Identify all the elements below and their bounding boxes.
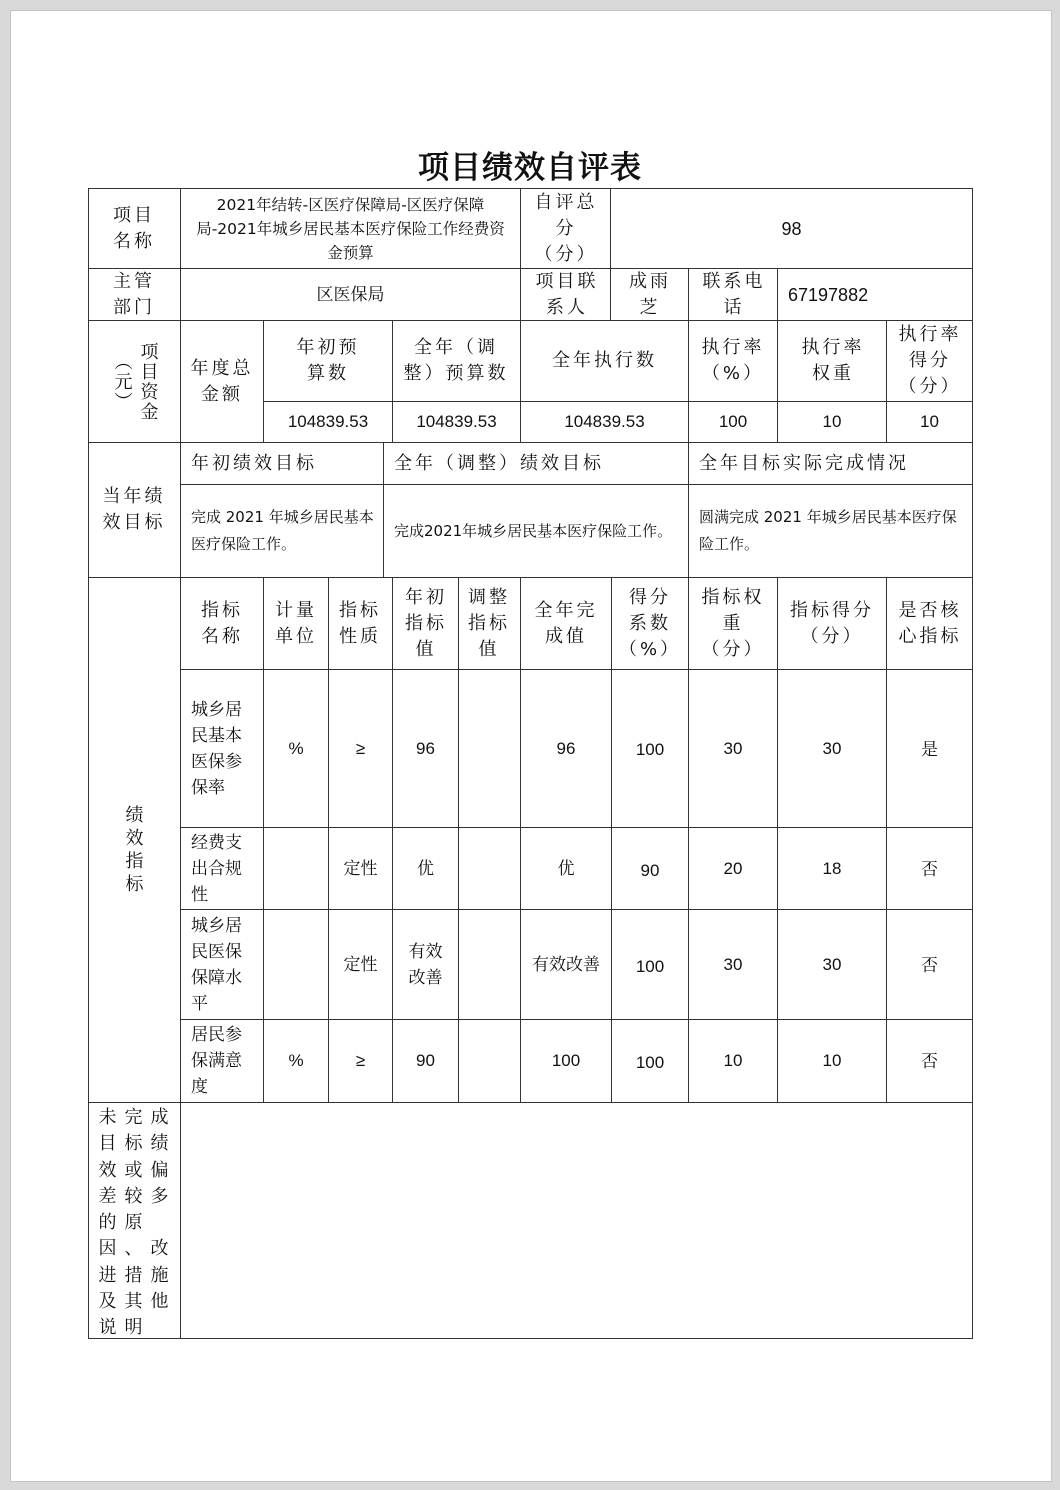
- project-name-value: 2021年结转-区医疗保障局-区医疗保障局-2021年城乡居民基本医疗保险工作经费资金预算: [196, 195, 505, 262]
- indicators-label-cell: [89, 578, 180, 1102]
- adjusted-budget-value: 104839.53: [416, 412, 497, 431]
- contact-label: 项目联系人: [535, 270, 599, 318]
- executed-value: 104839.53: [564, 412, 645, 431]
- annual-total-header: 年度总金额: [190, 357, 254, 405]
- initial-goal-header: 年初绩效目标: [191, 452, 317, 474]
- ind-row1-actual: 96: [556, 738, 576, 758]
- ind-name-header: 指标名称: [201, 599, 243, 647]
- ind-row4-unit: %: [288, 1051, 304, 1070]
- rate-score-value: 10: [920, 412, 939, 431]
- rate-weight-value: 10: [822, 412, 842, 431]
- ind-row3-unit: [264, 910, 328, 1019]
- ind-row1-coef: 100: [635, 740, 665, 759]
- notes-label-cell: [89, 1103, 180, 1338]
- ind-row4-adjust: [459, 1020, 520, 1102]
- ind-row4-score: 10: [822, 1051, 842, 1070]
- rate-weight-header: 执行率权重: [801, 337, 865, 384]
- ind-weight-header: 指标权重（分）: [701, 586, 765, 660]
- ind-row3-initial: 有效改善: [408, 941, 443, 988]
- ind-row3-nature: 定性: [343, 954, 378, 975]
- ind-row1-adjust: [459, 670, 520, 827]
- dept-label: 主管部门: [113, 270, 155, 318]
- ind-row3-actual: 有效改善: [532, 954, 600, 975]
- phone-value: 67197882: [788, 284, 869, 305]
- ind-coef-header: 得分系数（%）: [618, 586, 682, 660]
- ind-row4-initial: 90: [416, 1051, 435, 1070]
- exec-rate-header: 执行率（%）: [701, 337, 765, 384]
- ind-core-header: 是否核心指标: [898, 599, 962, 647]
- project-name-label: 项目名称: [113, 204, 155, 252]
- ind-row1-score: 30: [822, 738, 842, 758]
- ind-row2-core: 否: [921, 860, 938, 880]
- self-score-value: 98: [781, 218, 802, 239]
- dept-value: 区医保局: [316, 284, 385, 305]
- funds-label: 项目资金（元）: [111, 341, 159, 422]
- ind-row1-weight: 30: [723, 738, 743, 758]
- actual-goal-header: 全年目标实际完成情况: [699, 452, 909, 474]
- ind-row3-adjust: [459, 910, 520, 1019]
- initial-budget-header: 年初预算数: [296, 337, 360, 384]
- self-score-label: 自评总分（分）: [534, 191, 598, 265]
- ind-score-header: 指标得分（分）: [790, 599, 874, 647]
- ind-row4-actual: 100: [551, 1051, 581, 1070]
- ind-row4-weight: 10: [723, 1051, 743, 1070]
- ind-row2-adjust: [459, 828, 520, 909]
- ind-row2-unit: [264, 828, 328, 909]
- goals-label: 当年绩效目标: [102, 486, 166, 533]
- ind-row3-weight: 30: [723, 954, 743, 974]
- exec-rate-value: 100: [718, 412, 748, 431]
- ind-row2-actual: 优: [557, 858, 575, 879]
- ind-row4-coef: 100: [635, 1053, 665, 1072]
- ind-row3-core: 否: [921, 955, 938, 976]
- ind-row1-initial: 96: [416, 738, 435, 758]
- ind-row2-nature: 定性: [343, 858, 378, 879]
- ind-row4-name: 居民参保满意度: [191, 1025, 242, 1097]
- notes-label: 未完成目标绩效或偏差较多的原因、改进措施及其他说明: [98, 1107, 177, 1339]
- ind-row2-score: 18: [822, 858, 842, 878]
- notes-value: [181, 1103, 972, 1338]
- ind-row4-nature: ≥: [355, 1051, 366, 1070]
- initial-budget-value: 104839.53: [287, 412, 369, 431]
- adjusted-goal-text: 完成2021年城乡居民基本医疗保险工作。: [394, 521, 673, 540]
- adjusted-goal-header: 全年（调整）绩效目标: [394, 452, 604, 474]
- ind-row2-coef: 90: [640, 861, 660, 880]
- ind-unit-header: 计量单位: [275, 599, 317, 647]
- ind-row1-core: 是: [921, 740, 938, 760]
- ind-row3-coef: 100: [635, 956, 665, 976]
- adjusted-budget-header: 全年（调整）预算数: [403, 337, 509, 384]
- rate-score-header: 执行率得分（分）: [898, 324, 962, 397]
- ind-row3-score: 30: [822, 954, 842, 974]
- phone-label: 联系电话: [702, 270, 766, 318]
- ind-row4-core: 否: [921, 1052, 938, 1072]
- ind-row3-name: 城乡居民医保保障水平: [191, 915, 242, 1014]
- indicators-label: 绩效指标: [125, 805, 144, 895]
- ind-row1-unit: %: [288, 738, 304, 758]
- initial-goal-text: 完成 2021 年城乡居民基本医疗保险工作。: [191, 508, 374, 553]
- ind-adjust-header: 调整指标值: [468, 586, 510, 660]
- ind-row2-initial: 优: [417, 858, 434, 879]
- ind-row1-name: 城乡居民基本医保参保率: [191, 699, 242, 798]
- page-title: 项目绩效自评表: [418, 150, 642, 186]
- ind-row1-nature: ≥: [355, 738, 366, 758]
- ind-row2-name: 经费支出合规性: [191, 832, 242, 905]
- contact-value: 成雨芝: [629, 270, 671, 318]
- ind-initial-header: 年初指标值: [405, 586, 447, 660]
- ind-nature-header: 指标性质: [339, 599, 381, 647]
- executed-header: 全年执行数: [552, 350, 657, 371]
- ind-actual-header: 全年完成值: [534, 599, 598, 647]
- ind-row2-weight: 20: [723, 858, 743, 878]
- actual-goal-text: 圆满完成 2021 年城乡居民基本医疗保险工作。: [699, 508, 957, 553]
